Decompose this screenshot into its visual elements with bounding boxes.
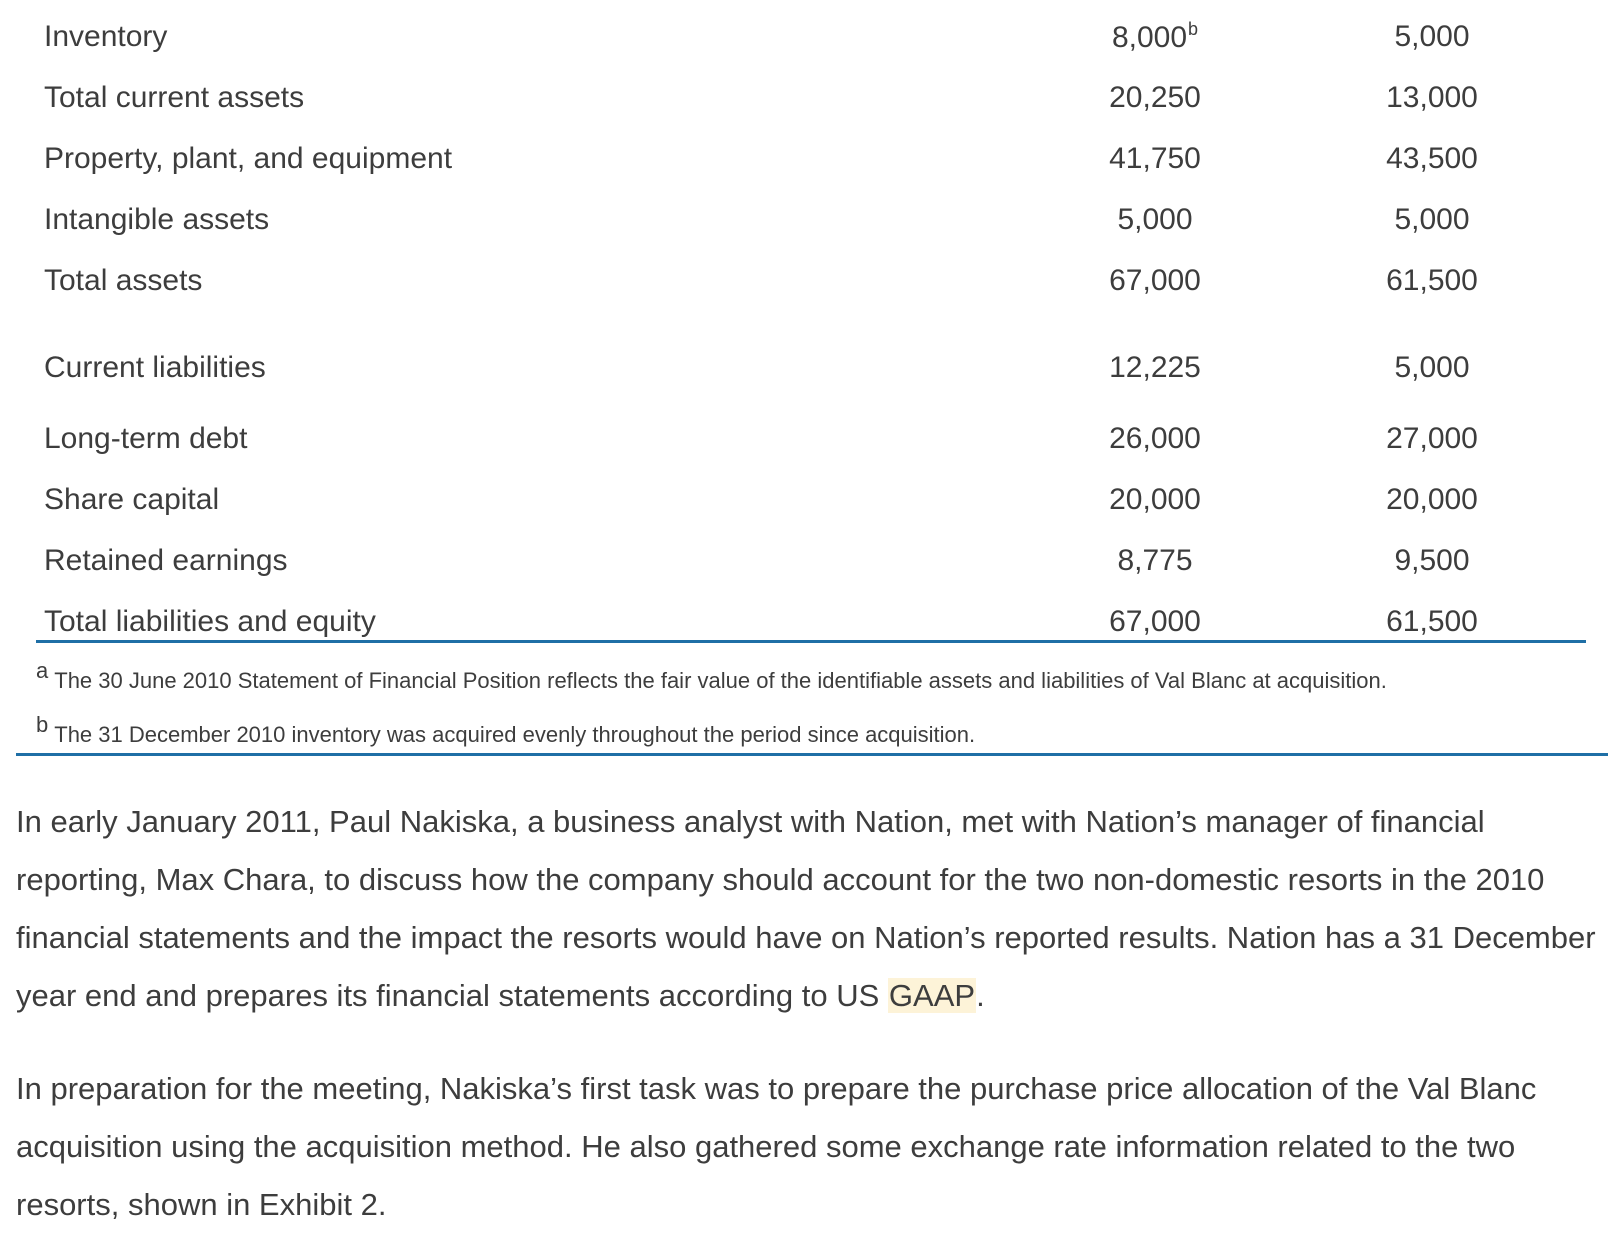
row-label: Inventory [44,19,168,53]
row-label: Retained earnings [44,543,288,577]
footnote-mark: b [36,712,49,737]
footnote-mark: a [36,658,49,683]
cell-value: 13,000 [1386,80,1478,114]
cell-value: 27,000 [1386,421,1478,455]
row-label: Total assets [44,263,203,297]
table-row [36,250,1584,311]
footnote-a [36,658,1387,694]
footnote-ref-b[interactable]: b [1188,19,1199,39]
table-row [36,189,1584,250]
footnote-text: The 31 December 2010 inventory was acquired evenly throughout the period since acquisition. [54,722,976,747]
glossary-term-gaap[interactable]: GAAP [888,978,976,1013]
row-label: Share capital [44,482,220,516]
cell-number: 8,000 [1111,21,1188,54]
row-label: Total current assets [44,80,305,114]
row-label: Long-term debt [44,421,248,455]
row-label: Total liabilities and equity [44,604,376,638]
cell-value [1016,6,1294,67]
cell-value: 5,000 [1394,351,1470,384]
table-row [36,6,1584,67]
cell-value: 5,000 [1394,19,1470,53]
cell-value: 9,500 [1394,543,1470,577]
body-paragraph-2: In preparation for the meeting, Nakiska’s first task was to prepare the purchase price allocation of the Val Blanc acquisition using the acquisition method. He also gathered some exchange rate information related to the two resorts, shown in Exhibit 2. [16,1071,1537,1222]
cell-value: 61,500 [1386,604,1478,638]
cell-value: 8,775 [1117,543,1193,577]
cell-value: 5,000 [1394,202,1470,236]
cell-value: 67,000 [1109,604,1201,638]
cell-value: 61,500 [1386,263,1478,297]
paragraph-text: In early January 2011, Paul Nakiska, a business analyst with Nation, met with Nation’s manager of financial reporting, Max Chara, to discuss how the company should account for the two non-domestic resorts in the 2010 financial statements and the impact the resorts would have on Nation’s reported results. Nation has a 31 December year end and prepares its financial statements according to US [16,804,1596,1013]
footnote-b [36,712,975,748]
table-bottom-rule [36,640,1586,643]
cell-value: 20,250 [1109,80,1201,114]
table-row [36,67,1584,128]
table-row [36,469,1584,530]
cell-value: 26,000 [1109,421,1201,455]
table-row [36,311,1584,408]
cell-value: 67,000 [1109,263,1201,297]
cell-value: 41,750 [1109,141,1201,175]
table-row [36,128,1584,189]
row-label: Current liabilities [44,351,266,384]
financial-position-table [36,6,1584,652]
cell-value: 20,000 [1386,482,1478,516]
exhibit-bottom-rule [16,753,1608,756]
cell-value: 20,000 [1109,482,1201,516]
cell-value: 5,000 [1117,202,1193,236]
body-paragraph-1 [16,793,1606,1025]
cell-value: 43,500 [1386,141,1478,175]
table-row [36,530,1584,591]
row-label: Property, plant, and equipment [44,141,453,175]
paragraph-text: . [976,978,985,1013]
row-label: Intangible assets [44,202,270,236]
footnote-text: The 30 June 2010 Statement of Financial Position reflects the fair value of the identifiable assets and liabilities of Val Blanc at acquisition. [54,668,1387,693]
table-row [36,408,1584,469]
cell-value: 12,225 [1109,351,1201,384]
